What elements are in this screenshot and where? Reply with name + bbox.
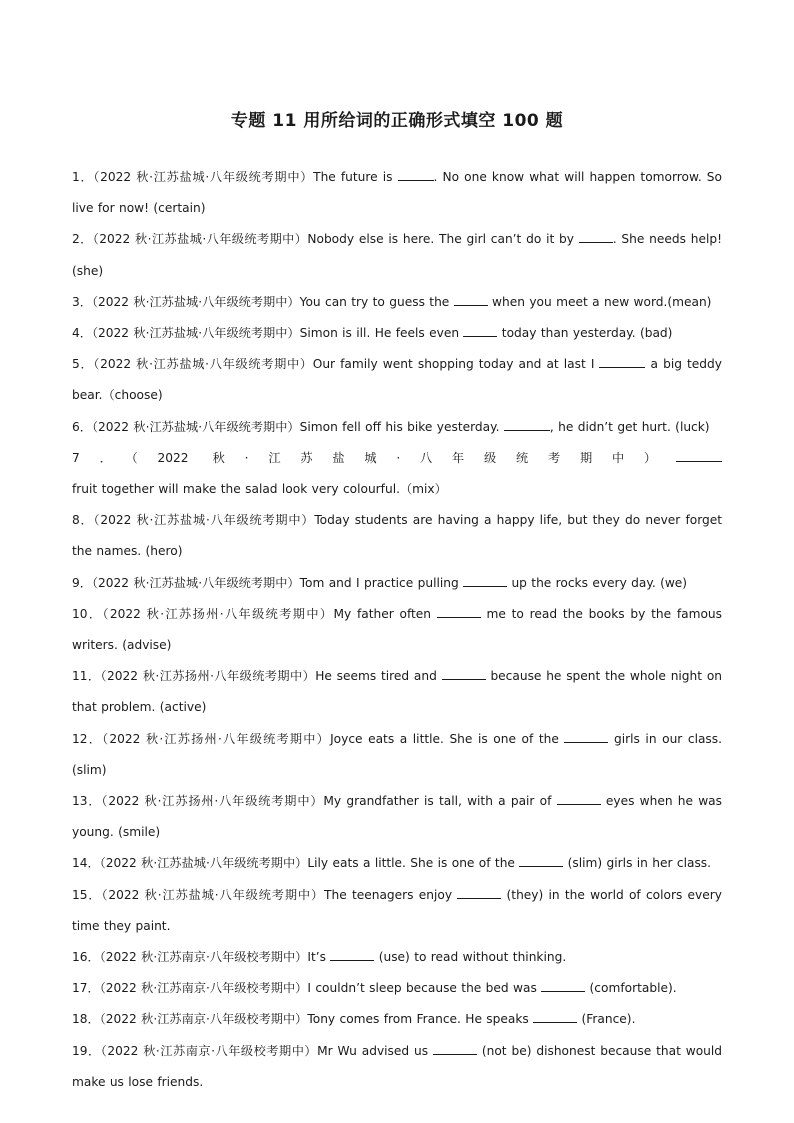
question-item bbox=[72, 287, 722, 318]
answer-blank[interactable] bbox=[519, 855, 563, 867]
answer-blank[interactable] bbox=[433, 1043, 477, 1055]
question-text-after: (comfortable). bbox=[585, 981, 677, 996]
question-text-after: girls in our class. (slim) bbox=[72, 731, 722, 777]
question-text-before: Today students are having a happy life, but they do never forget the names. (hero) bbox=[72, 513, 723, 559]
question-text-after: , he didn’t get hurt. (luck) bbox=[549, 419, 710, 434]
question-number: 3． bbox=[72, 294, 92, 309]
question-source: （2022 秋·江苏盐城·八年级统考期中） bbox=[93, 513, 315, 528]
question-text-after: (use) to read without thinking. bbox=[374, 950, 567, 965]
question-source: （2022 秋·江苏盐城·八年级统考期中） bbox=[91, 326, 300, 341]
question-number: 12． bbox=[72, 731, 103, 746]
question-source: （2022 秋·江苏南京·八年级校考期中） bbox=[99, 981, 308, 996]
question-source: （2022 秋·江苏扬州·八年级统考期中） bbox=[102, 606, 334, 621]
question-number: 8． bbox=[72, 513, 94, 528]
question-number: 2． bbox=[72, 232, 93, 247]
question-text-before: The future is bbox=[313, 170, 398, 184]
question-item bbox=[72, 973, 722, 1004]
question-item bbox=[72, 349, 722, 411]
question-source: （2022 秋·江苏盐城·八年级统考期中） bbox=[91, 294, 300, 309]
question-item bbox=[72, 568, 722, 599]
question-number: 7． bbox=[72, 450, 132, 465]
question-source: （2022 秋·江苏南京·八年级校考期中） bbox=[99, 950, 308, 965]
question-source: （2022 秋·江苏盐城·八年级统考期中） bbox=[93, 170, 314, 184]
question-text-before: Simon fell off his bike yesterday. bbox=[299, 419, 504, 434]
question-item bbox=[72, 505, 722, 567]
answer-blank[interactable] bbox=[504, 419, 550, 431]
question-number: 14． bbox=[72, 856, 100, 871]
question-source: （2022 秋·江苏盐城·八年级统考期中） bbox=[101, 887, 325, 902]
question-number: 6． bbox=[72, 419, 92, 434]
question-source: （2022 秋·江苏盐城·八年级统考期中） bbox=[99, 856, 308, 871]
question-text-before: You can try to guess the bbox=[299, 294, 454, 309]
question-text-before: The teenagers enjoy bbox=[324, 887, 458, 902]
question-text-before: My grandfather is tall, with a pair of bbox=[323, 794, 557, 809]
question-item bbox=[72, 880, 722, 942]
question-item bbox=[72, 786, 722, 848]
answer-blank[interactable] bbox=[398, 169, 434, 181]
question-text-after: . No one know what will happen tomorrow. So live for now! (certain) bbox=[72, 170, 722, 216]
question-number: 17． bbox=[72, 981, 100, 996]
question-text-after: eyes when he was young. (smile) bbox=[72, 794, 722, 840]
answer-blank[interactable] bbox=[557, 793, 601, 805]
question-number: 10． bbox=[72, 606, 103, 621]
question-text-before: Mr Wu advised us bbox=[317, 1043, 433, 1058]
question-text-after: today than yesterday. (bad) bbox=[497, 326, 673, 341]
question-source: （2022 秋·江苏南京·八年级校考期中） bbox=[100, 1043, 318, 1058]
question-text-after: when you meet a new word.(mean) bbox=[487, 294, 712, 309]
answer-blank[interactable] bbox=[454, 294, 488, 306]
question-text-after: fruit together will make the salad look very colourful.（mix） bbox=[72, 482, 447, 497]
question-item bbox=[72, 848, 722, 879]
question-source: （2022 秋·江苏扬州·八年级统考期中） bbox=[100, 669, 316, 684]
answer-blank[interactable] bbox=[533, 1011, 577, 1023]
question-text-after: (they) in the world of colors every time they paint. bbox=[72, 887, 722, 933]
question-number: 1． bbox=[72, 170, 94, 184]
question-item bbox=[72, 724, 722, 786]
question-source: （2022 秋·江苏扬州·八年级统考期中） bbox=[101, 794, 324, 809]
question-number: 5． bbox=[72, 357, 94, 372]
question-item bbox=[72, 1036, 722, 1098]
answer-blank[interactable] bbox=[330, 949, 374, 961]
question-number: 4． bbox=[72, 326, 92, 341]
question-text-before: It’s bbox=[307, 950, 331, 965]
question-item bbox=[72, 162, 722, 224]
page-title: 专题 11 用所给词的正确形式填空 100 题 bbox=[230, 111, 564, 131]
question-number: 11． bbox=[72, 669, 101, 684]
answer-blank[interactable] bbox=[442, 668, 486, 680]
question-text-after: (France). bbox=[577, 1012, 636, 1027]
question-item bbox=[72, 1004, 722, 1035]
answer-blank[interactable] bbox=[676, 450, 722, 462]
question-text-after: because he spent the whole night on that problem. (active) bbox=[72, 669, 723, 715]
question-source: （2022 秋·江苏南京·八年级校考期中） bbox=[99, 1012, 308, 1027]
question-number: 15． bbox=[72, 887, 102, 902]
question-text-before: Nobody else is here. The girl can’t do it by bbox=[307, 232, 579, 247]
question-item bbox=[72, 942, 722, 973]
question-text-before: Simon is ill. He feels even bbox=[299, 326, 464, 341]
question-item bbox=[72, 412, 722, 443]
answer-blank[interactable] bbox=[599, 356, 645, 368]
question-text-before: Joyce eats a little. She is one of the bbox=[330, 731, 565, 746]
question-text-before: Tom and I practice pulling bbox=[299, 575, 464, 590]
question-text-before: Tony comes from France. He speaks bbox=[307, 1012, 534, 1027]
question-number: 19． bbox=[72, 1043, 101, 1058]
answer-blank[interactable] bbox=[541, 980, 585, 992]
question-item bbox=[72, 224, 722, 286]
question-number: 9． bbox=[72, 575, 92, 590]
question-item bbox=[72, 599, 722, 661]
question-list bbox=[72, 162, 722, 1098]
answer-blank[interactable] bbox=[463, 575, 507, 587]
question-text-before: He seems tired and bbox=[315, 669, 442, 684]
question-text-after: (not be) dishonest because that would make us lose friends. bbox=[72, 1043, 723, 1089]
question-source: （2022 秋·江苏盐城·八年级统考期中） bbox=[91, 575, 300, 590]
question-text-after: me to read the books by the famous writers. (advise) bbox=[72, 606, 722, 653]
question-text-before: Lily eats a little. She is one of the bbox=[307, 856, 520, 871]
question-number: 13． bbox=[72, 794, 102, 809]
question-number: 18． bbox=[72, 1012, 100, 1027]
question-source: （2022 秋·江苏扬州·八年级统考期中） bbox=[102, 731, 331, 746]
question-text-before: I couldn’t sleep because the bed was bbox=[307, 981, 542, 996]
question-item bbox=[72, 443, 722, 505]
question-text-after: . She needs help! (she) bbox=[72, 232, 722, 278]
answer-blank[interactable] bbox=[463, 325, 497, 337]
question-item bbox=[72, 318, 722, 349]
answer-blank[interactable] bbox=[457, 887, 501, 899]
question-item bbox=[72, 661, 722, 723]
question-number: 16． bbox=[72, 950, 100, 965]
answer-blank[interactable] bbox=[437, 606, 481, 618]
question-source: （2022 秋·江苏盐城·八年级统考期中） bbox=[93, 357, 313, 372]
question-source: （2022 秋·江苏盐城·八年级统考期中） bbox=[92, 232, 308, 247]
question-text-before: Our family went shopping today and at last I bbox=[312, 357, 600, 372]
answer-blank[interactable] bbox=[579, 231, 613, 243]
question-source: （2022 秋·江苏盐城·八年级统考期中） bbox=[91, 419, 300, 434]
question-source: （2022 秋·江苏盐城·八年级统考期中） bbox=[131, 450, 676, 465]
question-text-after: (slim) girls in her class. bbox=[563, 856, 712, 871]
question-text-after: up the rocks every day. (we) bbox=[507, 575, 688, 590]
question-text-before: My father often bbox=[333, 606, 437, 621]
question-text-after: a big teddy bear.（choose) bbox=[72, 357, 722, 403]
answer-blank[interactable] bbox=[564, 731, 608, 743]
